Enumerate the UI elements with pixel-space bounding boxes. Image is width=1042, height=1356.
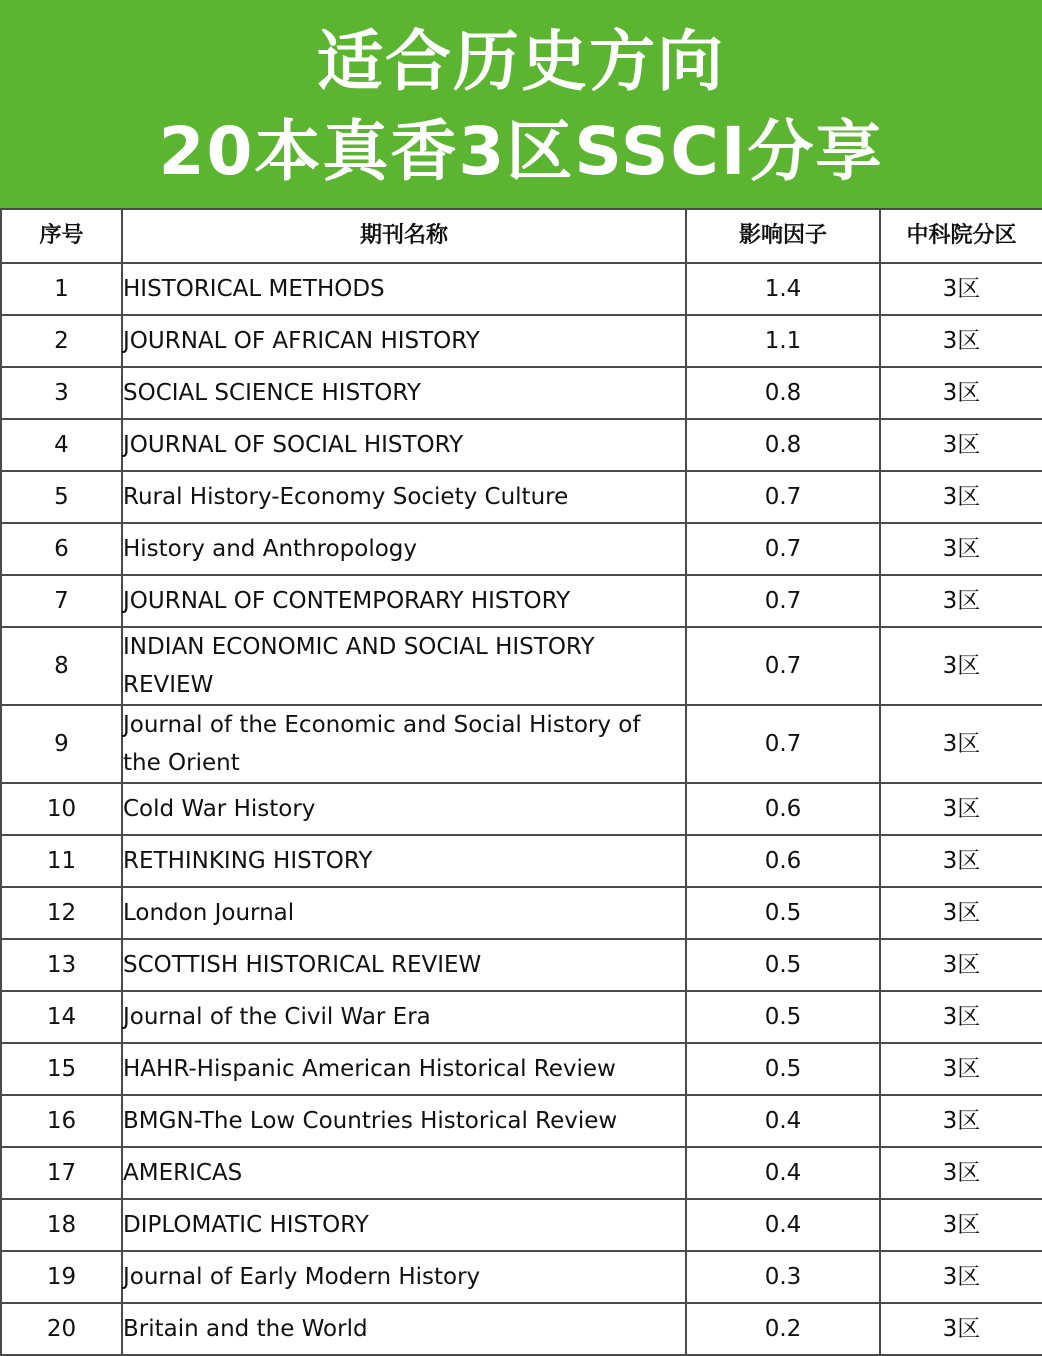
impact-factor: 0.4 (686, 1199, 880, 1251)
impact-factor: 0.5 (686, 887, 880, 939)
impact-factor: 1.1 (686, 315, 880, 367)
cas-zone: 3区 (880, 263, 1042, 315)
table-row (1, 1251, 1042, 1303)
journal-name: Britain and the World (122, 1303, 686, 1355)
table-row (1, 627, 1042, 705)
journal-name: Journal of the Civil War Era (122, 991, 686, 1043)
table-row (1, 1199, 1042, 1251)
row-index: 2 (1, 315, 122, 367)
table-row (1, 887, 1042, 939)
table-row (1, 1095, 1042, 1147)
journal-name: HISTORICAL METHODS (122, 263, 686, 315)
table-row (1, 367, 1042, 419)
row-index: 5 (1, 471, 122, 523)
cas-zone: 3区 (880, 1199, 1042, 1251)
cas-zone: 3区 (880, 939, 1042, 991)
impact-factor: 0.6 (686, 835, 880, 887)
cas-zone: 3区 (880, 783, 1042, 835)
journal-name: History and Anthropology (122, 523, 686, 575)
row-index: 9 (1, 705, 122, 783)
row-index: 13 (1, 939, 122, 991)
journal-name: INDIAN ECONOMIC AND SOCIAL HISTORY REVIEW (122, 627, 686, 705)
cas-zone: 3区 (880, 835, 1042, 887)
row-index: 14 (1, 991, 122, 1043)
cas-zone: 3区 (880, 1095, 1042, 1147)
table-row (1, 783, 1042, 835)
cas-zone: 3区 (880, 705, 1042, 783)
header-index: 序号 (1, 209, 122, 263)
table-row (1, 1147, 1042, 1199)
cas-zone: 3区 (880, 523, 1042, 575)
table-row (1, 263, 1042, 315)
banner-title-line-1: 适合历史方向 (317, 23, 725, 100)
cas-zone: 3区 (880, 1251, 1042, 1303)
journal-name: BMGN-The Low Countries Historical Review (122, 1095, 686, 1147)
impact-factor: 0.2 (686, 1303, 880, 1355)
journal-name: JOURNAL OF AFRICAN HISTORY (122, 315, 686, 367)
impact-factor: 0.7 (686, 523, 880, 575)
impact-factor: 0.7 (686, 627, 880, 705)
journal-name: Rural History-Economy Society Culture (122, 471, 686, 523)
cas-zone: 3区 (880, 991, 1042, 1043)
table-row (1, 991, 1042, 1043)
journal-name: SCOTTISH HISTORICAL REVIEW (122, 939, 686, 991)
row-index: 18 (1, 1199, 122, 1251)
cas-zone: 3区 (880, 1147, 1042, 1199)
impact-factor: 0.7 (686, 575, 880, 627)
table-row (1, 575, 1042, 627)
row-index: 8 (1, 627, 122, 705)
cas-zone: 3区 (880, 1043, 1042, 1095)
impact-factor: 0.8 (686, 367, 880, 419)
row-index: 6 (1, 523, 122, 575)
journal-name: RETHINKING HISTORY (122, 835, 686, 887)
row-index: 16 (1, 1095, 122, 1147)
journal-name: AMERICAS (122, 1147, 686, 1199)
row-index: 7 (1, 575, 122, 627)
title-banner (0, 0, 1042, 208)
cas-zone: 3区 (880, 627, 1042, 705)
cas-zone: 3区 (880, 471, 1042, 523)
impact-factor: 0.7 (686, 705, 880, 783)
table-row (1, 419, 1042, 471)
journal-name: Cold War History (122, 783, 686, 835)
table-row (1, 315, 1042, 367)
row-index: 19 (1, 1251, 122, 1303)
impact-factor: 0.7 (686, 471, 880, 523)
journal-name: JOURNAL OF SOCIAL HISTORY (122, 419, 686, 471)
journal-name: Journal of Early Modern History (122, 1251, 686, 1303)
cas-zone: 3区 (880, 575, 1042, 627)
impact-factor: 0.5 (686, 991, 880, 1043)
impact-factor: 0.6 (686, 783, 880, 835)
row-index: 10 (1, 783, 122, 835)
impact-factor: 0.5 (686, 939, 880, 991)
cas-zone: 3区 (880, 367, 1042, 419)
table-row (1, 523, 1042, 575)
journal-name: SOCIAL SCIENCE HISTORY (122, 367, 686, 419)
journal-name: DIPLOMATIC HISTORY (122, 1199, 686, 1251)
impact-factor: 0.4 (686, 1095, 880, 1147)
table-row (1, 835, 1042, 887)
row-index: 17 (1, 1147, 122, 1199)
header-impact-factor: 影响因子 (686, 209, 880, 263)
journal-name: London Journal (122, 887, 686, 939)
impact-factor: 0.8 (686, 419, 880, 471)
journal-name: HAHR-Hispanic American Historical Review (122, 1043, 686, 1095)
header-cas-zone: 中科院分区 (880, 209, 1042, 263)
cas-zone: 3区 (880, 315, 1042, 367)
journal-name: JOURNAL OF CONTEMPORARY HISTORY (122, 575, 686, 627)
table-header-row (1, 209, 1042, 263)
table-row (1, 1043, 1042, 1095)
row-index: 15 (1, 1043, 122, 1095)
impact-factor: 0.4 (686, 1147, 880, 1199)
table-row (1, 705, 1042, 783)
table-row (1, 939, 1042, 991)
impact-factor: 1.4 (686, 263, 880, 315)
row-index: 11 (1, 835, 122, 887)
row-index: 12 (1, 887, 122, 939)
row-index: 20 (1, 1303, 122, 1355)
journal-name: Journal of the Economic and Social History of the Orient (122, 705, 686, 783)
cas-zone: 3区 (880, 419, 1042, 471)
banner-title-line-2: 20本真香3区SSCI分享 (158, 113, 884, 190)
impact-factor: 0.5 (686, 1043, 880, 1095)
cas-zone: 3区 (880, 887, 1042, 939)
row-index: 1 (1, 263, 122, 315)
header-journal-name: 期刊名称 (122, 209, 686, 263)
table-row (1, 1303, 1042, 1355)
table-row (1, 471, 1042, 523)
cas-zone: 3区 (880, 1303, 1042, 1355)
row-index: 4 (1, 419, 122, 471)
journal-table (0, 208, 1042, 1356)
row-index: 3 (1, 367, 122, 419)
impact-factor: 0.3 (686, 1251, 880, 1303)
